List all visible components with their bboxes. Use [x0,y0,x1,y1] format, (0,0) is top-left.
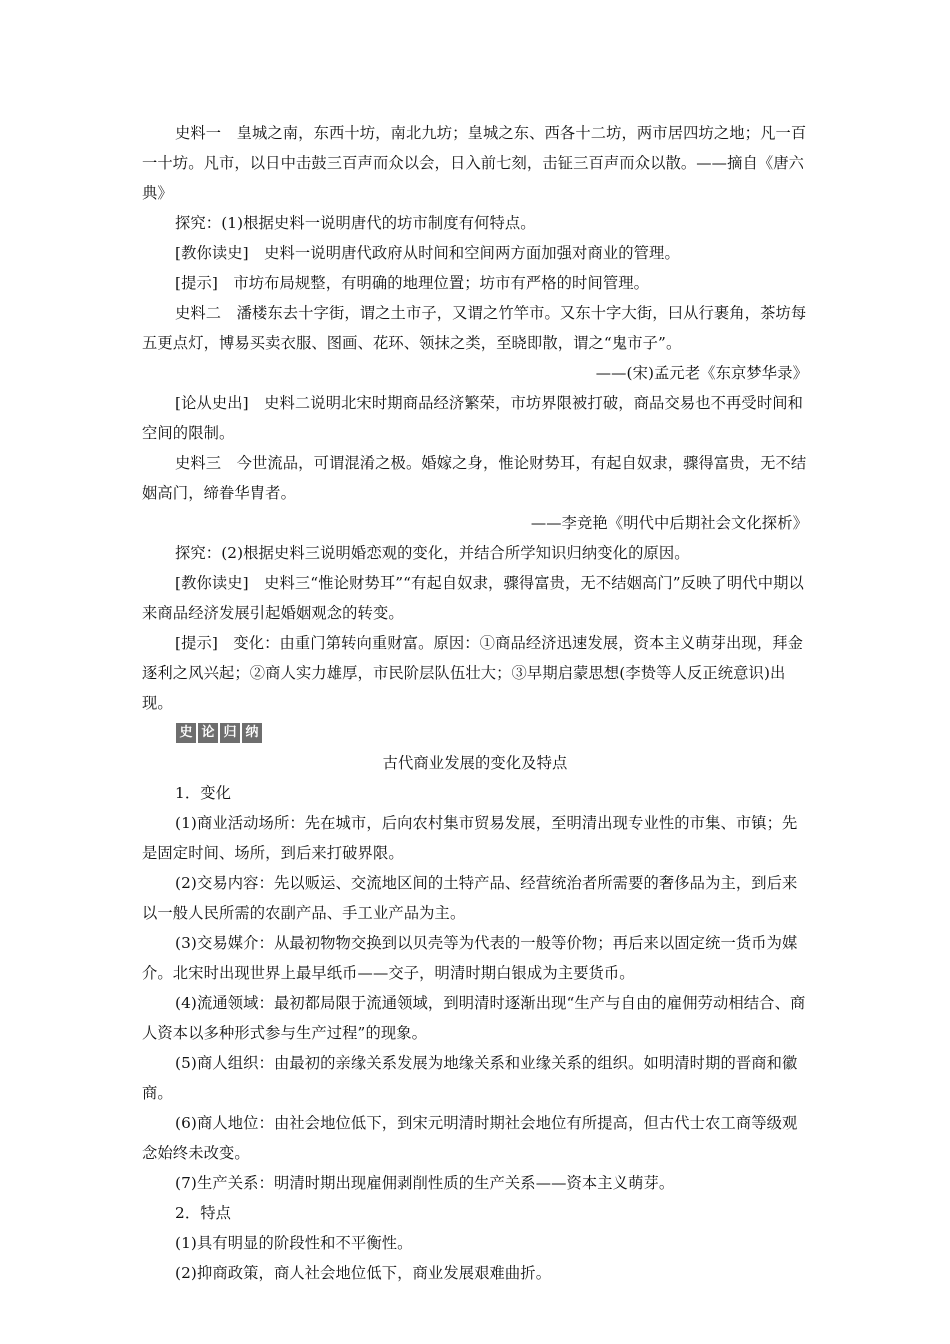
badge-char: 纳 [242,723,262,743]
paragraph: [提示] 变化：由重门第转向重财富。原因：①商品经济迅速发展，资本主义萌芽出现，拜金逐利之风兴起；②商人实力雄厚，市民阶层队伍壮大；③早期启蒙思想(李贽等人反正统意识)出现。 [142,634,804,712]
summary-paragraph: 2．特点 [175,1204,232,1222]
summary-paragraph: (4)流通领域：最初都局限于流通领域，到明清时逐渐出现“生产与自由的雇佣劳动相结合、商人资本以多种形式参与生产过程”的现象。 [142,994,806,1042]
summary-paragraph: (1)具有明显的阶段性和不平衡性。 [175,1234,413,1252]
paragraph: 探究：(2)根据史料三说明婚恋观的变化，并结合所学知识归纳变化的原因。 [175,544,690,562]
summary-section [142,748,808,1288]
summary-badge-row [176,718,808,748]
badge-char: 史 [176,723,196,743]
document-page [142,118,808,1288]
paragraph: [教你读史] 史料一说明唐代政府从时间和空间两方面加强对商业的管理。 [175,244,680,262]
summary-paragraph: 1．变化 [175,784,232,802]
paragraph: [提示] 市坊布局规整，有明确的地理位置；坊市有严格的时间管理。 [175,274,650,292]
paragraph: ——李竞艳《明代中后期社会文化探析》 [530,514,808,532]
summary-paragraph: (5)商人组织：由最初的亲缘关系发展为地缘关系和业缘关系的组织。如明清时期的晋商和徽商。 [142,1054,798,1102]
summary-paragraph: (6)商人地位：由社会地位低下，到宋元明清时期社会地位有所提高，但古代士农工商等级观念始终未改变。 [142,1114,798,1162]
paragraph: 史料三 今世流品，可谓混淆之极。婚嫁之身，惟论财势耳，有起自奴隶，骤得富贵，无不结姻高门，缔眷华胄者。 [142,454,807,502]
paragraph: 史料一 皇城之南，东西十坊，南北九坊；皇城之东、西各十二坊，两市居四坊之地；凡一百一十坊。凡市，以日中击鼓三百声而众以会，日入前七刻，击钲三百声而众以散。——摘自《唐六典》 [142,124,807,202]
paragraph: 探究：(1)根据史料一说明唐代的坊市制度有何特点。 [175,214,536,232]
source-analysis-section [142,118,808,718]
summary-paragraph: (2)交易内容：先以贩运、交流地区间的土特产品、经营统治者所需要的奢侈品为主，到后来以一般人民所需的农副产品、手工业产品为主。 [142,874,798,922]
paragraph: [论从史出] 史料二说明北宋时期商品经济繁荣，市坊界限被打破，商品交易也不再受时间和空间的限制。 [142,394,804,442]
summary-paragraph: (1)商业活动场所：先在城市，后向农村集市贸易发展，至明清出现专业性的市集、市镇；先是固定时间、场所，到后来打破界限。 [142,814,798,862]
summary-paragraph: 古代商业发展的变化及特点 [382,754,568,772]
paragraph: 史料二 潘楼东去十字街，谓之土市子，又谓之竹竿市。又东十字大街，曰从行裹角，茶坊每五更点灯，博易买卖衣服、图画、花环、领抹之类，至晓即散，谓之“鬼市子”。 [142,304,807,352]
badge-char: 论 [198,723,218,743]
summary-paragraph: (3)交易媒介：从最初物物交换到以贝壳等为代表的一般等价物；再后来以固定统一货币为媒介。北宋时出现世界上最早纸币——交子，明清时期白银成为主要货币。 [142,934,798,982]
badge-char: 归 [220,723,240,743]
paragraph: [教你读史] 史料三“惟论财势耳”“有起自奴隶，骤得富贵，无不结姻高门”反映了明代中期以来商品经济发展引起婚姻观念的转变。 [142,574,804,622]
summary-paragraph: (2)抑商政策，商人社会地位低下，商业发展艰难曲折。 [175,1264,552,1282]
summary-paragraph: (7)生产关系：明清时期出现雇佣剥削性质的生产关系——资本主义萌芽。 [175,1174,675,1192]
paragraph: ——(宋)孟元老《东京梦华录》 [595,364,808,382]
summary-badge [176,723,262,743]
